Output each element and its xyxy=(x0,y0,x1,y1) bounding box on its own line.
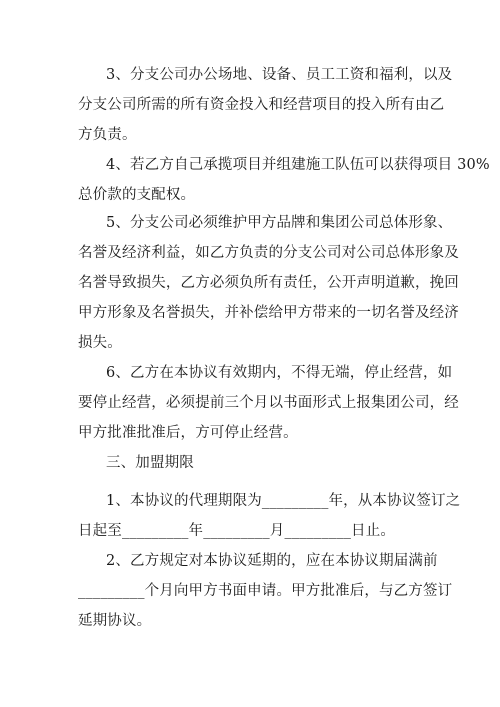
text-line: 要停止经营，必须提前三个月以书面形式上报集团公司，经 xyxy=(78,395,459,411)
text-line: 总价款的支配权。 xyxy=(78,187,196,203)
text-line: 5、分支公司必须维护甲方品牌和集团公司总体形象、 xyxy=(106,215,453,231)
text-line: 分支公司所需的所有资金投入和经营项目的投入所有由乙 xyxy=(78,97,445,113)
paragraph-6 xyxy=(0,358,500,448)
text-line: 甲方形象及名誉损失，并补偿给甲方带来的一切名誉及经济 xyxy=(78,305,459,321)
text-line: 日起至_________年_________月_________日止。 xyxy=(78,523,395,539)
text-line: _________个月向甲方书面申请。甲方批准后，与乙方签订 xyxy=(78,583,453,599)
heading-text: 三、加盟期限 xyxy=(106,455,194,471)
section-heading xyxy=(0,448,500,478)
text-line: 3、分支公司办公场地、设备、员工工资和福利，以及 xyxy=(106,67,453,83)
text-line: 1、本协议的代理期限为_________年，从本协议签订之 xyxy=(106,493,461,509)
paragraph-4 xyxy=(0,150,500,210)
paragraph-5 xyxy=(0,208,500,358)
text-line: 延期协议。 xyxy=(78,613,152,629)
clause-1 xyxy=(0,486,500,546)
clause-2 xyxy=(0,546,500,636)
paragraph-3 xyxy=(0,60,500,150)
text-line: 甲方批准批准后，方可停止经营。 xyxy=(78,425,298,441)
text-line: 方负责。 xyxy=(78,127,137,143)
text-line: 4、若乙方自己承揽项目并组建施工队伍可以获得项目 30% xyxy=(106,157,490,173)
text-line: 名誉及经济利益，如乙方负责的分支公司对公司总体形象及 xyxy=(78,245,459,261)
text-line: 6、乙方在本协议有效期内，不得无端，停止经营，如 xyxy=(106,365,453,381)
text-line: 名誉导致损失，乙方必须负所有责任，公开声明道歉，挽回 xyxy=(78,275,459,291)
text-line: 损失。 xyxy=(78,335,122,351)
text-line: 2、乙方规定对本协议延期的，应在本协议期届满前 xyxy=(106,553,438,569)
